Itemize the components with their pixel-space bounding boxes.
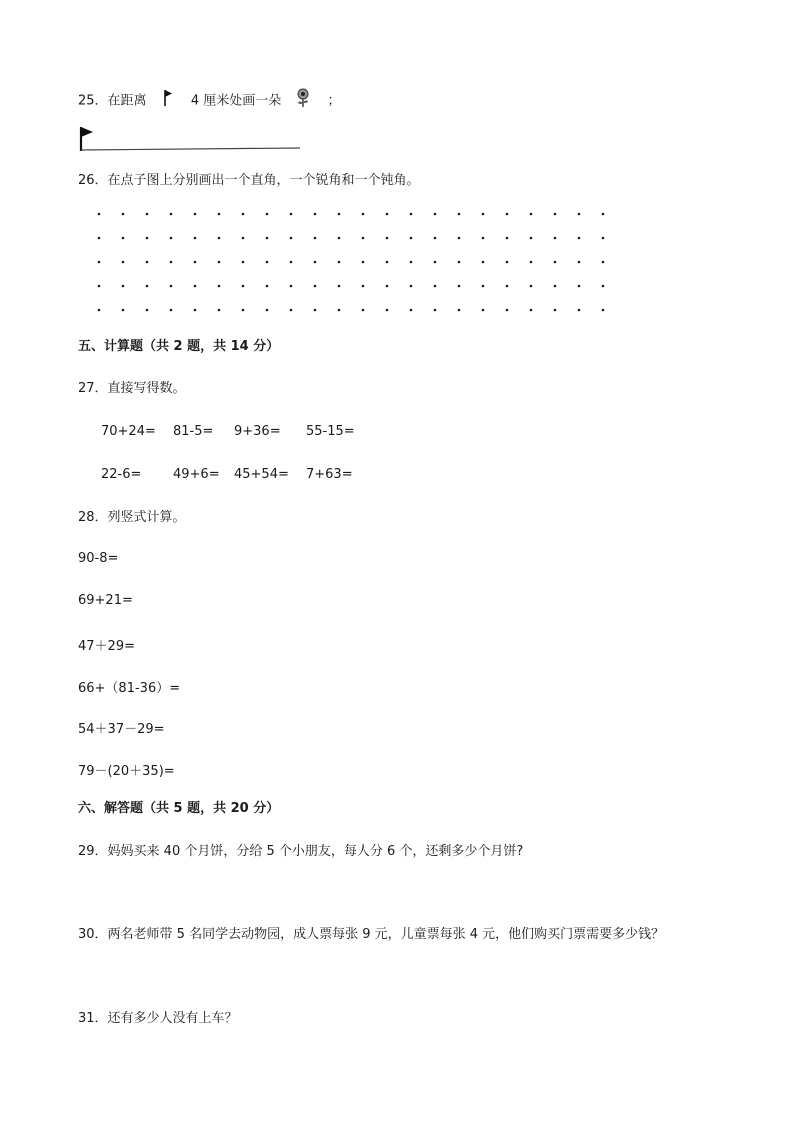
grid-dot — [290, 213, 293, 216]
grid-dot — [482, 285, 485, 288]
vertical-calc-2: 69+21= — [78, 593, 133, 608]
grid-dot — [386, 285, 389, 288]
grid-dot — [434, 213, 437, 216]
grid-dot — [602, 309, 605, 312]
grid-dot — [530, 261, 533, 264]
calc-row1-item3: 9+36= — [234, 424, 281, 439]
grid-dot — [578, 237, 581, 240]
grid-dot — [578, 213, 581, 216]
calc-row1-item2: 81-5= — [173, 424, 214, 439]
grid-dot — [170, 213, 173, 216]
grid-dot — [434, 237, 437, 240]
grid-dot — [218, 237, 221, 240]
grid-dot — [554, 213, 557, 216]
grid-dot — [194, 237, 197, 240]
grid-dot — [266, 213, 269, 216]
grid-dot — [554, 285, 557, 288]
grid-dot — [482, 261, 485, 264]
grid-dot — [122, 237, 125, 240]
grid-dot — [530, 309, 533, 312]
grid-dot — [122, 309, 125, 312]
grid-dot — [458, 237, 461, 240]
grid-dot — [218, 261, 221, 264]
grid-dot — [218, 309, 221, 312]
grid-dot — [194, 261, 197, 264]
calc-row1-item1: 70+24= — [101, 424, 156, 439]
grid-dot — [506, 285, 509, 288]
grid-dot — [242, 213, 245, 216]
grid-dot — [98, 237, 101, 240]
grid-dot — [578, 309, 581, 312]
grid-dot — [530, 237, 533, 240]
grid-dot — [386, 237, 389, 240]
grid-dot — [554, 261, 557, 264]
flag-icon — [163, 89, 173, 113]
grid-dot — [122, 261, 125, 264]
grid-dot — [578, 285, 581, 288]
grid-dot — [170, 309, 173, 312]
grid-dot — [218, 285, 221, 288]
grid-dot — [362, 237, 365, 240]
grid-dot — [602, 237, 605, 240]
question-29: 29．妈妈买来 40 个月饼，分给 5 个小朋友，每人分 6 个，还剩多少个月饼? — [78, 844, 524, 859]
grid-dot — [194, 213, 197, 216]
grid-dot — [410, 309, 413, 312]
grid-dot — [290, 285, 293, 288]
grid-dot — [290, 261, 293, 264]
question-27: 27．直接写得数。 — [78, 381, 186, 396]
grid-dot — [410, 237, 413, 240]
grid-dot — [266, 261, 269, 264]
calc-row1-item4: 55-15= — [306, 424, 355, 439]
vertical-calc-6: 79－(20＋35)= — [78, 764, 175, 779]
grid-dot — [410, 285, 413, 288]
grid-dot — [458, 285, 461, 288]
grid-dot — [338, 285, 341, 288]
grid-dot — [314, 237, 317, 240]
vertical-calc-5: 54＋37－29= — [78, 722, 165, 737]
grid-dot — [362, 261, 365, 264]
question-25 — [78, 88, 341, 114]
grid-dot — [338, 261, 341, 264]
grid-dot — [218, 213, 221, 216]
grid-dot — [314, 309, 317, 312]
grid-dot — [338, 237, 341, 240]
grid-dot — [170, 237, 173, 240]
grid-dot — [410, 213, 413, 216]
grid-dot — [266, 237, 269, 240]
grid-dot — [170, 261, 173, 264]
question-25-middle: 4 厘米处画一朵 — [190, 93, 282, 109]
grid-dot — [602, 261, 605, 264]
grid-dot — [242, 285, 245, 288]
grid-dot — [458, 213, 461, 216]
grid-dot — [386, 309, 389, 312]
grid-dot — [362, 309, 365, 312]
grid-dot — [314, 213, 317, 216]
grid-dot — [530, 285, 533, 288]
grid-dot — [482, 237, 485, 240]
grid-dot — [602, 213, 605, 216]
grid-dot — [146, 261, 149, 264]
grid-dot — [386, 213, 389, 216]
grid-dot — [362, 213, 365, 216]
grid-dot — [194, 309, 197, 312]
calc-row2-item3: 45+54= — [234, 467, 289, 482]
grid-dot — [314, 261, 317, 264]
flag-ruler-line — [78, 124, 302, 154]
grid-dot — [266, 309, 269, 312]
calc-row2-item4: 7+63= — [306, 467, 353, 482]
question-26: 26．在点子图上分别画出一个直角，一个锐角和一个钝角。 — [78, 173, 420, 188]
grid-dot — [554, 309, 557, 312]
grid-dot — [434, 309, 437, 312]
dot-grid — [90, 205, 620, 320]
grid-dot — [242, 261, 245, 264]
grid-dot — [242, 237, 245, 240]
grid-dot — [194, 285, 197, 288]
grid-dot — [506, 213, 509, 216]
grid-dot — [554, 237, 557, 240]
grid-dot — [338, 309, 341, 312]
question-28: 28．列竖式计算。 — [78, 510, 186, 525]
flower-icon — [295, 88, 311, 114]
section-6-title: 六、解答题（共 5 题，共 20 分） — [78, 801, 280, 816]
grid-dot — [122, 285, 125, 288]
question-25-prefix: 25．在距离 — [78, 93, 147, 109]
grid-dot — [98, 261, 101, 264]
grid-dot — [338, 213, 341, 216]
question-31: 31．还有多少人没有上车？ — [78, 1011, 238, 1026]
question-30: 30．两名老师带 5 名同学去动物园，成人票每张 9 元，儿童票每张 4 元，他们购买门票需要多少钱？ — [78, 927, 665, 942]
grid-dot — [266, 285, 269, 288]
question-25-suffix: ； — [327, 93, 341, 109]
grid-dot — [290, 309, 293, 312]
grid-dot — [434, 261, 437, 264]
grid-dot — [314, 285, 317, 288]
grid-dot — [506, 237, 509, 240]
vertical-calc-4: 66+（81-36）= — [78, 681, 181, 696]
grid-dot — [290, 237, 293, 240]
section-5-title: 五、计算题（共 2 题，共 14 分） — [78, 339, 280, 354]
grid-dot — [458, 309, 461, 312]
grid-dot — [146, 309, 149, 312]
grid-dot — [578, 261, 581, 264]
calc-row2-item1: 22-6= — [101, 467, 142, 482]
grid-dot — [146, 213, 149, 216]
grid-dot — [170, 285, 173, 288]
grid-dot — [482, 309, 485, 312]
grid-dot — [482, 213, 485, 216]
grid-dot — [362, 285, 365, 288]
vertical-calc-3: 47＋29= — [78, 639, 135, 654]
grid-dot — [458, 261, 461, 264]
grid-dot — [506, 261, 509, 264]
grid-dot — [98, 213, 101, 216]
calc-row2-item2: 49+6= — [173, 467, 220, 482]
grid-dot — [506, 309, 509, 312]
grid-dot — [146, 285, 149, 288]
grid-dot — [386, 261, 389, 264]
vertical-calc-1: 90-8= — [78, 551, 119, 566]
grid-dot — [530, 213, 533, 216]
grid-dot — [98, 285, 101, 288]
grid-dot — [602, 285, 605, 288]
grid-dot — [242, 309, 245, 312]
grid-dot — [434, 285, 437, 288]
grid-dot — [410, 261, 413, 264]
grid-dot — [122, 213, 125, 216]
grid-dot — [146, 237, 149, 240]
grid-dot — [98, 309, 101, 312]
